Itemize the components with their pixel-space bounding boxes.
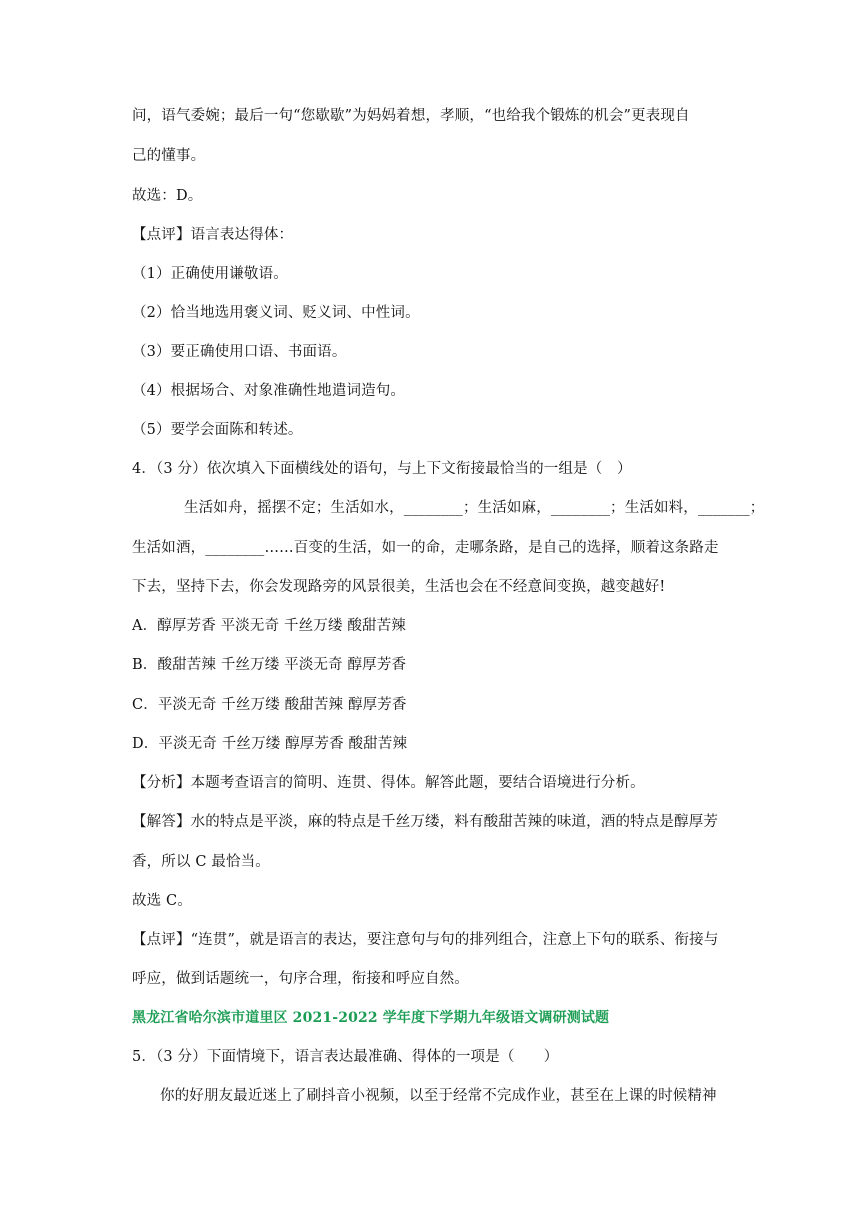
comment-line: 【点评】“连贯”，就是语言的表达，要注意句与句的排列组合，注意上下句的联系、衔接与 [132,932,719,948]
text-line: 问，语气委婉；最后一句“您歇歇”为妈妈着想，孝顺，“也给我个锻炼的机会”更表现自 [132,108,690,124]
list-item: （5）要学会面陈和转述。 [132,422,303,438]
list-item: （1）正确使用谦敬语。 [132,266,288,282]
answer-line: 香，所以 C 最恰当。 [132,854,270,870]
text-line: 己的懂事。 [132,148,206,164]
list-item: （2）恰当地选用褒义词、贬义词、中性词。 [132,305,420,321]
question-4: 4．（3 分）依次填入下面横线处的语句，与上下文衔接最恰当的一组是（ ） [132,461,632,477]
analysis-line: 【分析】本题考查语言的简明、连贯、得体。解答此题，要结合语境进行分析。 [132,775,645,791]
passage-line: 生活如酒，________……百变的生活，如一的命，走哪条路，是自己的选择，顺着这条路走 [132,540,719,556]
source-title: 黑龙江省哈尔滨市道里区 2021-2022 学年度下学期九年级语文调研测试题 [132,1010,610,1026]
comment-line: 呼应，做到话题统一，句序合理，衔接和呼应自然。 [132,971,469,987]
answer-line: 【解答】水的特点是平淡，麻的特点是千丝万缕，料有酸甜苦辣的味道，酒的特点是醇厚芳 [132,814,718,830]
list-item: （4）根据场合、对象准确性地遣词造句。 [132,383,406,399]
text-line: 故选：D。 [132,188,203,204]
list-item: （3）要正确使用口语、书面语。 [132,344,347,360]
comment-heading: 【点评】语言表达得体： [132,227,294,243]
choice-line: 故选 C。 [132,893,192,909]
passage-line: 生活如舟，摇摆不定；生活如水，________；生活如麻，________；生活如料，_______； [184,500,765,516]
option-d: D．平淡无奇 千丝万缕 醇厚芳香 酸甜苦辣 [132,736,408,752]
passage-line: 下去，坚持下去，你会发现路旁的风景很美，生活也会在不经意间变换，越变越好! [132,579,666,595]
passage-line: 你的好朋友最近迷上了刷抖音小视频，以至于经常不完成作业，甚至在上课的时候精神 [160,1088,717,1104]
question-5: 5．（3 分）下面情境下，语言表达最准确、得体的一项是（ ） [132,1049,559,1065]
option-b: B．酸甜苦辣 千丝万缕 平淡无奇 醇厚芳香 [132,657,407,673]
option-c: C．平淡无奇 千丝万缕 酸甜苦辣 醇厚芳香 [132,697,407,713]
option-a: A．醇厚芳香 平淡无奇 千丝万缕 酸甜苦辣 [132,618,406,634]
